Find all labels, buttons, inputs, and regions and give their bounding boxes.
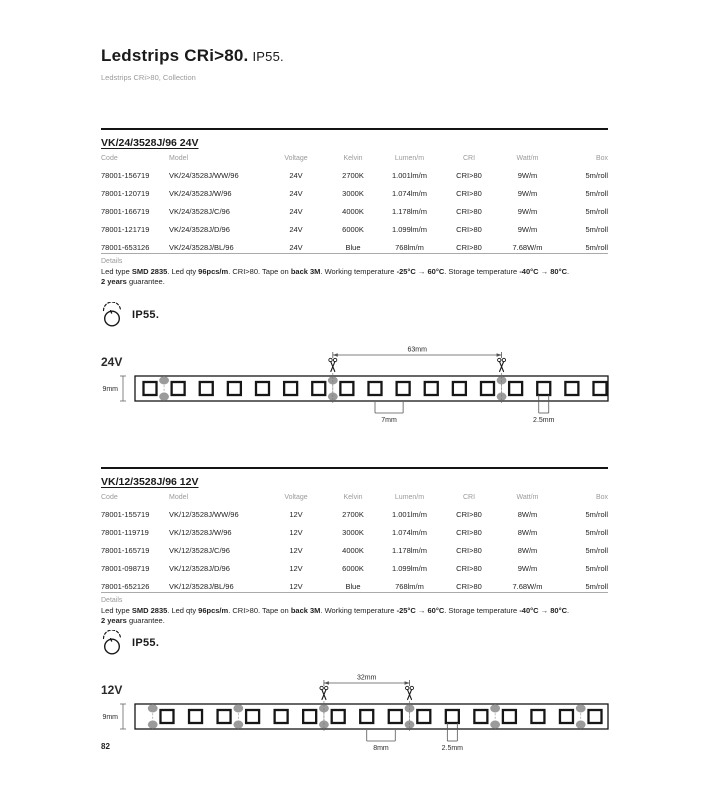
table-cell: 4000K [342,206,364,216]
led-chip [332,710,345,723]
page-subtitle: Ledstrips CRi>80, Collection [101,73,196,82]
column-header: Watt/m [516,494,539,501]
stopwatch-icon [101,302,123,328]
solder-pad [148,704,158,712]
led-width-label: 2.5mm [533,417,555,424]
led-chip [246,710,259,723]
table-cell: 12V [289,581,303,591]
led-chip [360,710,373,723]
table-cell: VK/12/3528J/WW/96 [169,509,239,519]
led-chip [474,710,487,723]
table-cell: 78001-652126 [101,581,150,591]
table-cell: 768lm/m [395,581,424,591]
table-cell: 3000K [342,527,364,537]
table-cell: 1.178lm/m [391,545,427,555]
strip-height-label: 9mm [102,714,118,721]
led-chip [397,382,410,395]
led-chip [537,382,550,395]
ip-rating-label: IP55. [132,309,160,321]
table-cell: 5m/roll [585,206,608,216]
table-body [101,505,608,595]
table-row [101,559,608,577]
led-chip [340,382,353,395]
table-cell: 5m/roll [585,509,608,519]
led-chip [256,382,269,395]
table-cell: 9W/m [517,170,538,180]
table-cell: 8W/m [517,527,538,537]
table-bottom-divider [101,592,608,593]
table-cell: 6000K [342,224,364,234]
led-chip [425,382,438,395]
section-title: VK/12/3528J/96 12V [101,476,199,488]
dim-arrow [324,681,329,685]
table-header-row [101,494,608,505]
table-cell: 5m/roll [585,527,608,537]
table-cell: VK/24/3528J/C/96 [169,206,230,216]
column-header: Code [101,155,118,162]
table-cell: 12V [289,545,303,555]
table-header-row [101,155,608,166]
solder-pad [576,704,586,712]
table-cell: Blue [345,581,361,591]
column-header: CRI [462,155,476,162]
details-text: Led type SMD 2835. Led qty 96pcs/m. CRI>80. Tape on back 3M. Working temperature -25°C → 60°C. Storage temperature -40°C → 80°C. [101,267,570,276]
details-label: Details [101,597,123,604]
led-chip [453,382,466,395]
table-cell: 768lm/m [395,242,424,252]
table-cell: VK/24/3528J/BL/96 [169,242,234,252]
details-text: Led type SMD 2835. Led qty 96pcs/m. CRI>80. Tape on back 3M. Working temperature -25°C → 60°C. Storage temperature -40°C → 80°C. [101,606,570,615]
table-cell: 5m/roll [585,188,608,198]
table-cell: 78001-121719 [101,224,150,234]
table-cell: 5m/roll [585,224,608,234]
led-chip [172,382,185,395]
section-divider [101,467,608,469]
led-chip [531,710,544,723]
table-cell: 2700K [342,509,364,519]
table-cell: VK/24/3528J/W/96 [169,188,232,198]
cut-spacing-label: 63mm [407,346,427,354]
column-header: Kelvin [343,494,363,501]
column-header: Model [169,155,189,162]
table-cell: CRI>80 [456,545,482,555]
table-cell: 5m/roll [585,242,608,252]
led-chip [303,710,316,723]
table-cell: 5m/roll [585,545,608,555]
solder-pad [159,393,169,401]
table-cell: 78001-166719 [101,206,150,216]
led-pitch-label: 8mm [373,745,389,752]
column-header: Watt/m [516,155,539,162]
solder-pad [159,376,169,384]
table-cell: CRI>80 [456,224,482,234]
dim-arrow [497,353,502,357]
table-cell: 12V [289,563,303,573]
diagram-voltage-label: 12V [101,683,123,697]
page-title-suffix: IP55. [252,49,284,64]
led-chip [228,382,241,395]
diagram-voltage-label: 24V [101,355,123,369]
column-header: Model [169,494,189,501]
led-chip [389,710,402,723]
page-number: 82 [101,742,110,751]
table-cell: 78001-155719 [101,509,150,519]
table-cell: VK/12/3528J/W/96 [169,527,232,537]
column-header: Voltage [284,494,308,501]
table-cell: 9W/m [517,206,538,216]
table-cell: 1.001lm/m [391,509,427,519]
led-chip [417,710,430,723]
table-row [101,523,608,541]
details-block [101,258,608,287]
table-cell: 1.099lm/m [391,563,427,573]
solder-pad [233,704,243,712]
details-block [101,597,608,626]
led-chip [275,710,288,723]
led-chip [161,710,174,723]
solder-pad [148,721,158,729]
table-cell: 78001-653126 [101,242,150,252]
table-cell: CRI>80 [456,527,482,537]
table-row [101,202,608,220]
table-cell: 7.68W/m [512,581,543,591]
solder-pad [576,721,586,729]
page-title [101,46,284,66]
led-chip [312,382,325,395]
table-row [101,220,608,238]
details-label: Details [101,258,123,265]
led-chip [565,382,578,395]
led-chip [509,382,522,395]
column-header: Code [101,494,118,501]
table-cell: 24V [289,206,303,216]
column-header: Box [595,155,608,162]
table-bottom-divider [101,253,608,254]
table-cell: 7.68W/m [512,242,543,252]
solder-pad [490,704,500,712]
ip-rating-badge [101,630,159,656]
led-chip [369,382,382,395]
table-row [101,166,608,184]
dim-arrow [405,681,410,685]
table-cell: 78001-119719 [101,527,149,537]
table-cell: 6000K [342,563,364,573]
solder-pad [233,721,243,729]
details-guarantee: 2 years guarantee. [101,616,165,625]
product-table [101,155,608,256]
table-cell: 12V [289,509,303,519]
led-chip [200,382,213,395]
column-header: Voltage [284,155,308,162]
table-cell: 1.074lm/m [391,188,427,198]
table-cell: CRI>80 [456,188,482,198]
led-chip [588,710,601,723]
table-cell: 24V [289,242,303,252]
table-cell: CRI>80 [456,242,482,252]
led-chip [218,710,231,723]
table-cell: 78001-098719 [101,563,150,573]
table-cell: 78001-156719 [101,170,150,180]
table-cell: VK/24/3528J/WW/96 [169,170,239,180]
column-header: Kelvin [343,155,363,162]
table-body [101,166,608,256]
section-divider [101,128,608,130]
table-cell: CRI>80 [456,581,482,591]
table-cell: 1.074lm/m [391,527,427,537]
table-cell: 9W/m [517,563,538,573]
table-cell: VK/12/3528J/BL/96 [169,581,234,591]
table-cell: VK/12/3528J/D/96 [169,563,230,573]
product-table [101,494,608,595]
table-cell: 78001-165719 [101,545,150,555]
table-cell: VK/12/3528J/C/96 [169,545,230,555]
table-cell: CRI>80 [456,206,482,216]
led-pitch-label: 7mm [381,417,397,424]
details-guarantee: 2 years guarantee. [101,277,165,286]
table-cell: 78001-120719 [101,188,150,198]
led-strip-diagram [95,343,625,433]
strip-height-label: 9mm [102,386,118,393]
table-cell: 9W/m [517,224,538,234]
table-cell: 1.099lm/m [391,224,427,234]
page-header [101,46,284,82]
dim-arrow [333,353,338,357]
stopwatch-icon [101,630,123,656]
product-section-12v [101,467,608,777]
table-cell: 4000K [342,545,364,555]
table-cell: 24V [289,224,303,234]
table-row [101,184,608,202]
cut-spacing-label: 32mm [357,674,377,682]
table-cell: 2700K [342,170,364,180]
solder-pad [490,721,500,729]
column-header: Box [595,494,608,501]
column-header: CRI [462,494,476,501]
led-chip [284,382,297,395]
table-cell: 5m/roll [585,563,608,573]
page-title-main: Ledstrips CRi>80. [101,46,249,65]
led-chip [560,710,573,723]
table-cell: 8W/m [517,545,538,555]
table-cell: CRI>80 [456,563,482,573]
table-cell: 24V [289,170,303,180]
ip-rating-badge [101,302,159,328]
led-strip-diagram [95,665,625,765]
table-row [101,505,608,523]
table-cell: 12V [289,527,303,537]
led-chip [594,382,607,395]
column-header: Lumen/m [394,155,425,162]
table-cell: 8W/m [517,509,538,519]
table-cell: CRI>80 [456,509,482,519]
led-chip [503,710,516,723]
table-cell: 5m/roll [585,581,608,591]
led-chip [446,710,459,723]
section-title: VK/24/3528J/96 24V [101,137,199,149]
table-cell: VK/24/3528J/D/96 [169,224,230,234]
table-row [101,541,608,559]
table-cell: 1.178lm/m [391,206,427,216]
led-chip [481,382,494,395]
column-header: Lumen/m [394,494,425,501]
product-section-24v [101,128,608,438]
table-cell: 3000K [342,188,364,198]
table-cell: 24V [289,188,303,198]
led-chip [144,382,157,395]
table-cell: 5m/roll [585,170,608,180]
led-width-label: 2.5mm [441,745,464,752]
table-cell: 9W/m [517,188,538,198]
ip-rating-label: IP55. [132,637,160,649]
table-cell: CRI>80 [456,170,482,180]
table-cell: Blue [345,242,361,252]
table-cell: 1.001lm/m [391,170,427,180]
led-chip [189,710,202,723]
